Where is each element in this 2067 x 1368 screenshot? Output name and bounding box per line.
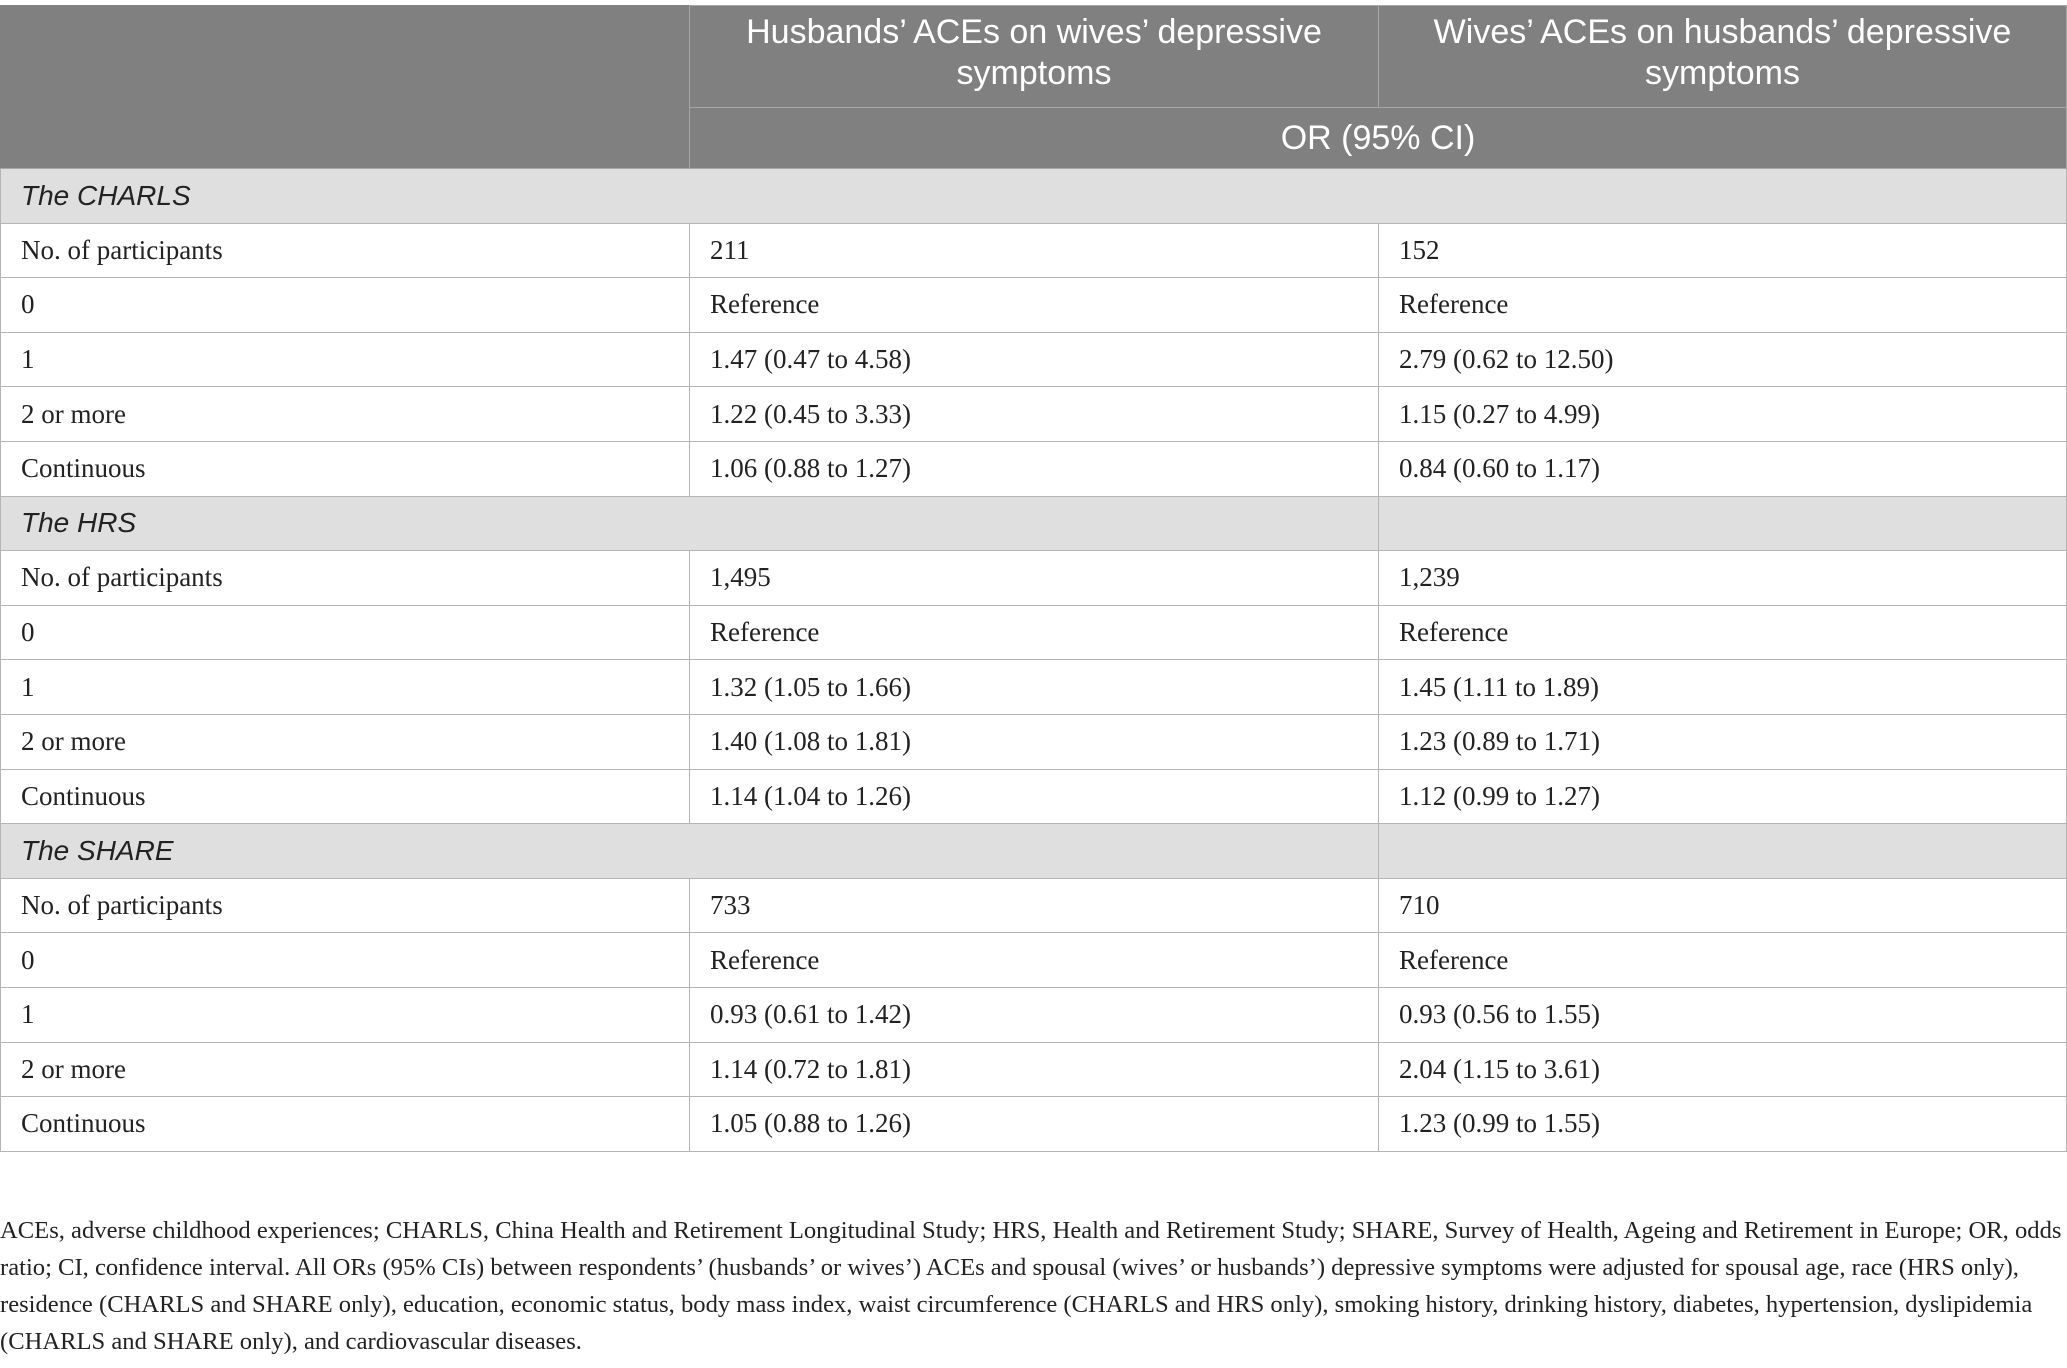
husbands-value: Reference: [690, 605, 1379, 660]
row-label: 1: [1, 660, 690, 715]
wives-value: 2.79 (0.62 to 12.50): [1379, 332, 2067, 387]
table-row: [1, 987, 2067, 1042]
wives-value: 2.04 (1.15 to 3.61): [1379, 1042, 2067, 1097]
table-row: [1, 605, 2067, 660]
husbands-value: Reference: [690, 278, 1379, 333]
husbands-value: 211: [690, 223, 1379, 278]
wives-value: 1.45 (1.11 to 1.89): [1379, 660, 2067, 715]
row-label: 0: [1, 933, 690, 988]
results-table: [0, 5, 2067, 1152]
table-row: [1, 278, 2067, 333]
results-table-container: [0, 5, 2066, 1152]
row-label: No. of participants: [1, 878, 690, 933]
table-row: [1, 1097, 2067, 1152]
row-label: No. of participants: [1, 223, 690, 278]
husbands-value: Reference: [690, 933, 1379, 988]
section-title: The HRS: [1, 496, 1379, 551]
section-row-hrs: [1, 496, 2067, 551]
husbands-value: 1.14 (1.04 to 1.26): [690, 769, 1379, 824]
row-label: Continuous: [1, 441, 690, 496]
header-blank-cell: [1, 6, 690, 169]
wives-value: Reference: [1379, 278, 2067, 333]
wives-value: 1.12 (0.99 to 1.27): [1379, 769, 2067, 824]
table-row: [1, 551, 2067, 606]
table-row: [1, 1042, 2067, 1097]
table-row: [1, 332, 2067, 387]
table-header-row: [1, 6, 2067, 108]
header-wives-aces: Wives’ ACEs on husbands’ depressive symptoms: [1379, 6, 2067, 108]
husbands-value: 1.40 (1.08 to 1.81): [690, 714, 1379, 769]
husbands-value: 0.93 (0.61 to 1.42): [690, 987, 1379, 1042]
wives-value: 152: [1379, 223, 2067, 278]
wives-value: 0.84 (0.60 to 1.17): [1379, 441, 2067, 496]
row-label: 2 or more: [1, 714, 690, 769]
table-row: [1, 933, 2067, 988]
row-label: No. of participants: [1, 551, 690, 606]
table-row: [1, 441, 2067, 496]
husbands-value: 1.05 (0.88 to 1.26): [690, 1097, 1379, 1152]
wives-value: Reference: [1379, 933, 2067, 988]
husbands-value: 1.32 (1.05 to 1.66): [690, 660, 1379, 715]
row-label: 2 or more: [1, 1042, 690, 1097]
row-label: 0: [1, 278, 690, 333]
wives-value: 0.93 (0.56 to 1.55): [1379, 987, 2067, 1042]
table-row: [1, 660, 2067, 715]
table-footnote: ACEs, adverse childhood experiences; CHARLS, China Health and Retirement Longitudinal Study; HRS, Health and Retirement Study; SHARE, Survey of Health, Ageing and Retirement in Europe; OR, odds ratio; CI, confidence interval. All ORs (95% CIs) between respondents’ (husbands’ or wives’) ACEs and spousal (wives’ or husbands’) depressive symptoms were adjusted for spousal age, race (HRS only), residence (CHARLS and SHARE only), education, economic status, body mass index, waist circumference (CHARLS and HRS only), smoking history, drinking history, diabetes, hypertension, dyslipidemia (CHARLS and SHARE only), and cardiovascular diseases.: [0, 1217, 2062, 1355]
section-row-charls: [1, 169, 2067, 224]
section-blank-cell: [1379, 496, 2067, 551]
section-row-share: [1, 824, 2067, 879]
wives-value: 1.15 (0.27 to 4.99): [1379, 387, 2067, 442]
section-title: The CHARLS: [1, 169, 2067, 224]
husbands-value: 1.47 (0.47 to 4.58): [690, 332, 1379, 387]
wives-value: 710: [1379, 878, 2067, 933]
row-label: 1: [1, 332, 690, 387]
section-blank-cell: [1379, 824, 2067, 879]
husbands-value: 733: [690, 878, 1379, 933]
husbands-value: 1.06 (0.88 to 1.27): [690, 441, 1379, 496]
table-row: [1, 387, 2067, 442]
table-row: [1, 769, 2067, 824]
husbands-value: 1.14 (0.72 to 1.81): [690, 1042, 1379, 1097]
row-label: 2 or more: [1, 387, 690, 442]
row-label: 1: [1, 987, 690, 1042]
row-label: Continuous: [1, 1097, 690, 1152]
row-label: Continuous: [1, 769, 690, 824]
row-label: 0: [1, 605, 690, 660]
wives-value: Reference: [1379, 605, 2067, 660]
section-title: The SHARE: [1, 824, 1379, 879]
wives-value: 1.23 (0.89 to 1.71): [1379, 714, 2067, 769]
table-row: [1, 714, 2067, 769]
husbands-value: 1.22 (0.45 to 3.33): [690, 387, 1379, 442]
table-row: [1, 223, 2067, 278]
wives-value: 1,239: [1379, 551, 2067, 606]
table-row: [1, 878, 2067, 933]
husbands-value: 1,495: [690, 551, 1379, 606]
header-or-ci: OR (95% CI): [690, 108, 2067, 169]
wives-value: 1.23 (0.99 to 1.55): [1379, 1097, 2067, 1152]
header-husbands-aces: Husbands’ ACEs on wives’ depressive symptoms: [690, 6, 1379, 108]
